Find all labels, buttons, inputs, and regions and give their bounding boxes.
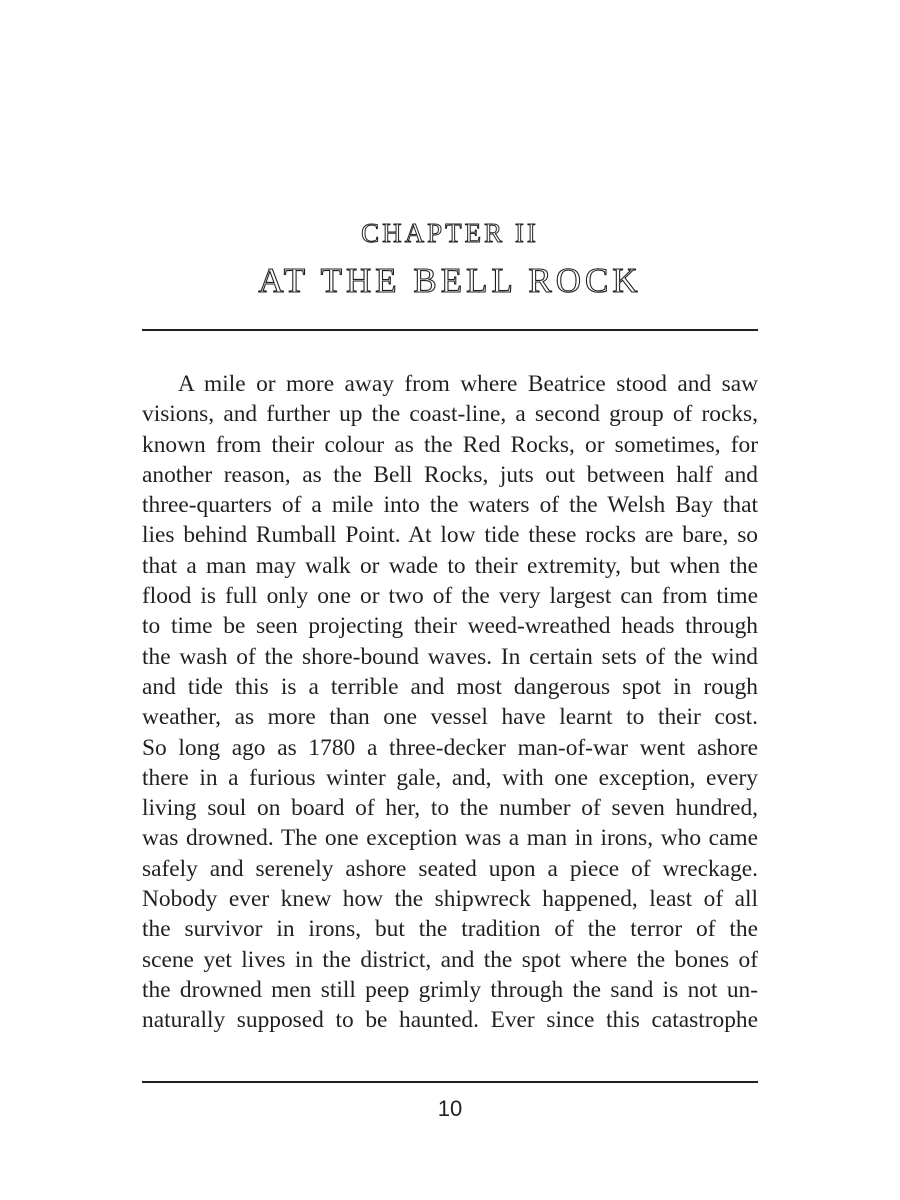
text-line: that a man may walk or wade to their extremity, but when the (142, 552, 758, 579)
page-number: 10 (437, 1096, 463, 1121)
text-line: another reason, as the Bell Rocks, juts out between half and (142, 461, 758, 488)
text-line: Nobody ever knew how the shipwreck happened, least of all (142, 886, 758, 913)
text-line: visions, and further up the coast-line, a second group of rocks, (142, 401, 758, 428)
text-line: flood is full only one or two of the very largest can from time (142, 583, 758, 610)
text-line: weather, as more than one vessel have learnt to their cost. (142, 704, 758, 731)
text-line: the wash of the shore-bound waves. In certain sets of the wind (142, 643, 758, 670)
text-line: A mile or more away from where Beatrice stood and saw (178, 371, 758, 397)
chapter-heading (0, 216, 900, 302)
text-line: scene yet lives in the district, and the spot where the bones of (142, 946, 758, 973)
text-line: was drowned. The one exception was a man in irons, who came (142, 825, 758, 852)
text-line: and tide this is a terrible and most dangerous spot in rough (142, 673, 758, 700)
text-line: So long ago as 1780 a three-decker man-of-war went ashore (142, 734, 758, 761)
text-line: the survivor in irons, but the tradition of the terror of the (142, 916, 758, 943)
text-line: to time be seen projecting their weed-wreathed heads through (142, 613, 758, 640)
body-text (142, 369, 758, 1036)
text-line: there in a furious winter gale, and, with one exception, every (142, 764, 758, 791)
top-rule (142, 329, 758, 331)
chapter-title: AT THE BELL ROCK (258, 261, 642, 300)
text-line: naturally supposed to be haunted. Ever since this catastrophe (142, 1007, 758, 1034)
text-line: lies behind Rumball Point. At low tide these rocks are bare, so (142, 522, 758, 549)
text-line: the drowned men still peep grimly through the sand is not un- (142, 976, 758, 1003)
text-line: known from their colour as the Red Rocks, or sometimes, for (142, 431, 758, 458)
text-line: safely and serenely ashore seated upon a piece of wreckage. (142, 855, 758, 882)
text-line: living soul on board of her, to the number of seven hundred, (142, 795, 758, 822)
text-line: three-quarters of a mile into the waters of the Welsh Bay that (142, 492, 758, 519)
chapter-label: CHAPTER II (361, 218, 539, 248)
bottom-rule (142, 1081, 758, 1083)
